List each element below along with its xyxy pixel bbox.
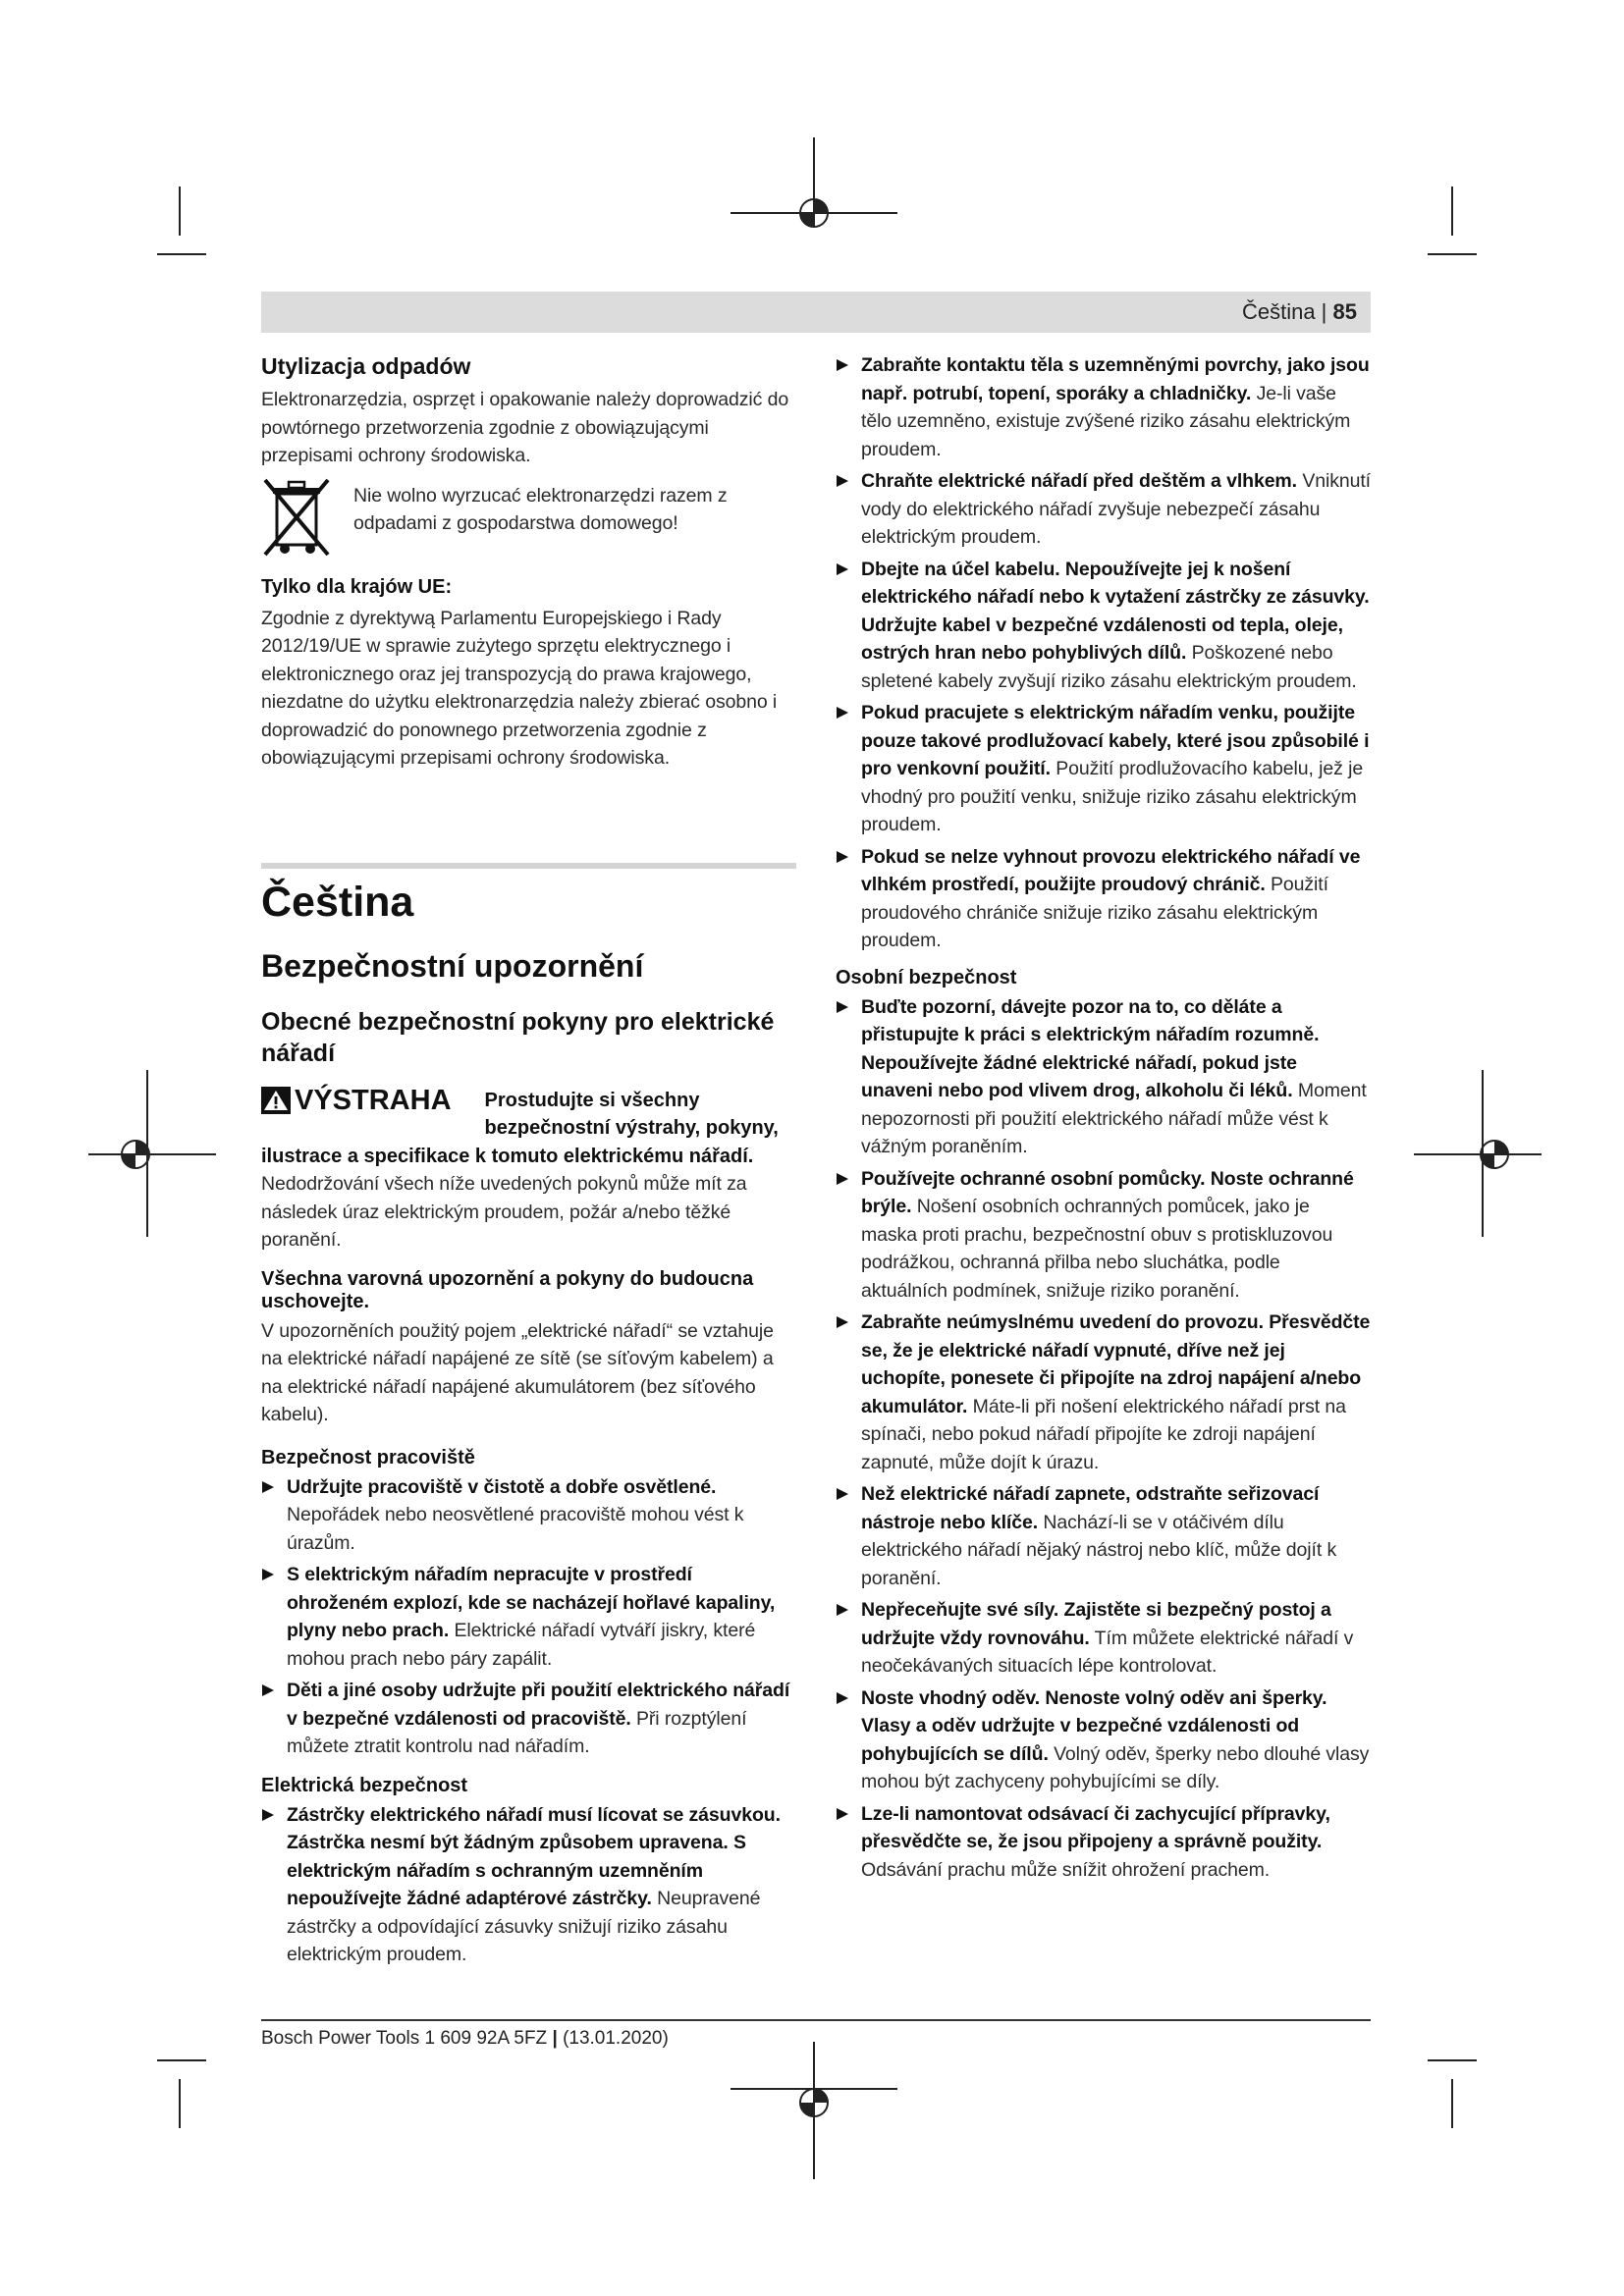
personal-list — [836, 993, 1371, 1885]
registration-mark-icon — [731, 2042, 897, 2179]
bullet-icon — [836, 1315, 849, 1329]
list-item-text: Udržujte pracoviště v čistotě a dobře osvětlené. Nepořádek nebo neosvětlené pracoviště mohou vést k úrazům. — [287, 1475, 744, 1554]
eu-text: Zgodnie z dyrektywą Parlamentu Europejskiego i Rady 2012/19/UE w sprawie zużytego sprzętu elektrycznego i elektronicznego oraz jej transpozycją do prawa krajowego, niezdatne do użytku elektronarzędzia należy zbierać osobno i doprowadzić do ponownego przetworzenia zgodnie z obowiązującymi przepisami ochrony środowiska. — [261, 607, 778, 769]
crop-mark — [1451, 2079, 1453, 2128]
section-divider — [261, 863, 796, 869]
crop-mark — [179, 2079, 181, 2128]
list-item — [836, 1684, 1371, 1796]
warning-bold-text: Prostudujte si všechny bezpečnostní výstrahy, pokyny, ilustrace a specifikace k tomuto elektrickému nářadí. — [261, 1089, 779, 1167]
list-item — [836, 1596, 1371, 1681]
bullet-icon — [261, 1480, 275, 1494]
eu-title: Tylko dla krajów UE: — [261, 575, 453, 598]
list-item-text: S elektrickým nářadím nepracujte v prostředí ohroženém explozí, kde se nacházejí hořlavé kapaliny, plyny nebo prach. Elektrické nářadí vytváří jiskry, které mohou prach nebo páry zapálit. — [287, 1564, 776, 1670]
bullet-icon — [836, 1691, 849, 1705]
list-item — [836, 1480, 1371, 1592]
header-section: Čeština — [1241, 299, 1316, 324]
list-item-text: Pokud se nelze vyhnout provozu elektrického nářadí ve vlhkém prostředí, použijte proudový chránič. Použití proudového chrániče snižuje riziko zásahu elektrickým proudem. — [861, 845, 1361, 951]
term-text: V upozorněních použitý pojem „elektrické nářadí“ se vztahuje na elektrické nářadí napájené ze sítě (se síťovým kabelem) a na elektrické nářadí napájené akumulátorem (bez síťového kabelu). — [261, 1319, 774, 1425]
bullet-icon — [836, 1487, 849, 1501]
registration-mark-icon — [731, 137, 897, 245]
registration-mark-icon — [88, 1070, 216, 1237]
list-item — [836, 351, 1371, 463]
footer-doc-number: 1 609 92A 5FZ — [424, 2028, 548, 2049]
bullet-icon — [836, 358, 849, 372]
workplace-list — [261, 1473, 796, 1761]
bullet-icon — [836, 1000, 849, 1014]
crop-mark — [157, 253, 206, 255]
electric-list-continued — [836, 351, 1371, 955]
weee-notice — [261, 476, 796, 559]
list-item — [836, 843, 1371, 955]
bullet-icon — [836, 1603, 849, 1617]
disposal-title: Utylizacja odpadów — [261, 353, 471, 379]
right-column — [836, 351, 1371, 1888]
crop-mark — [1451, 187, 1453, 236]
crop-mark — [1428, 253, 1477, 255]
list-item-text: Zabraňte kontaktu těla s uzemněnými povrchy, jako jsou např. potrubí, topení, sporáky a chladničky. Je-li vaše tělo uzemněno, existuje zvýšené riziko zásahu elektrickým proudem. — [861, 354, 1370, 460]
warning-icon — [261, 1087, 291, 1114]
list-item-text: Buďte pozorní, dávejte pozor na to, co děláte a přistupujte k práci s elektrickým nářadím rozumně. Nepoužívejte žádné elektrické nářadí, pokud jste unaveni nebo pod vlivem drog, alkoholu či léků. Moment nepozornosti při použití elektrického nářadí může vést k vážným poraněním. — [861, 995, 1367, 1157]
crossed-bin-icon — [261, 476, 332, 559]
keep-title: Všechna varovná upozornění a pokyny do budoucna uschovejte. — [261, 1267, 754, 1312]
warning-label — [261, 1085, 452, 1117]
list-item-text: Noste vhodný oděv. Nenoste volný oděv ani šperky. Vlasy a oděv udržujte v bezpečné vzdálenosti od pohybujících se dílů. Volný oděv, šperky nebo dlouhé vlasy mohou být zachyceny pohybujícími se díly. — [861, 1686, 1370, 1792]
page-footer: Bosch Power Tools 1 609 92A 5FZ | (13.01.2020) — [261, 2028, 669, 2049]
header-text: Čeština | 85 — [1241, 299, 1357, 324]
safety-title: Bezpečnostní upozornění — [261, 947, 644, 984]
workplace-title: Bezpečnost pracoviště — [261, 1446, 475, 1468]
weee-text: Nie wolno wyrzucać elektronarzędzi razem z odpadami z gospodarstwa domowego! — [353, 484, 728, 534]
bullet-icon — [261, 1683, 275, 1697]
list-item — [261, 1561, 796, 1673]
bullet-icon — [261, 1568, 275, 1581]
list-item-text: Děti a jiné osoby udržujte při použití elektrického nářadí v bezpečné vzdálenosti od pracoviště. Při rozptýlení můžete ztratit kontrolu nad nářadím. — [287, 1680, 790, 1757]
bullet-icon — [836, 706, 849, 720]
crop-mark — [1428, 2059, 1477, 2061]
bullet-icon — [836, 562, 849, 576]
list-item — [836, 1165, 1371, 1306]
list-item — [261, 1473, 796, 1558]
warning-block — [261, 1084, 796, 1171]
list-item — [836, 699, 1371, 839]
list-item-text: Než elektrické nářadí zapnete, odstraňte seřizovací nástroje nebo klíče. Nachází-li se v otáčivém dílu elektrického nářadí nějaký nástroj nebo klíč, může dojít k poranění. — [861, 1483, 1337, 1589]
footer-date: (13.01.2020) — [563, 2028, 669, 2049]
list-item — [261, 1677, 796, 1761]
bullet-icon — [836, 850, 849, 864]
bullet-icon — [261, 1808, 275, 1822]
crop-mark — [157, 2059, 206, 2061]
left-column — [261, 344, 796, 1973]
warning-text: Nedodržování všech níže uvedených pokynů může mít za následek úraz elektrickým proudem, požár a/nebo těžké poranění. — [261, 1173, 747, 1251]
personal-title: Osobní bezpečnost — [836, 966, 1017, 988]
list-item-text: Zástrčky elektrického nářadí musí lícovat se zásuvkou. Zástrčka nesmí být žádným způsobem upravena. S elektrickým nářadím s ochranným uzemněním nepoužívejte žádné adaptérové zástrčky. Neupravené zástrčky a odpovídající zásuvky snižují riziko zásahu elektrickým proudem. — [287, 1803, 781, 1965]
list-item — [836, 1800, 1371, 1885]
electric-list — [261, 1801, 796, 1969]
footer-publisher: Bosch Power Tools — [261, 2028, 420, 2049]
bullet-icon — [836, 1807, 849, 1821]
page-header — [261, 292, 1371, 333]
registration-mark-icon — [1414, 1070, 1542, 1237]
list-item — [836, 556, 1371, 696]
list-item-text: Zabraňte neúmyslnému uvedení do provozu. Přesvědčte se, že je elektrické nářadí vypnuté, dříve než jej uchopíte, ponesete či připojíte na zdroj napájení a/nebo akumulátor. Máte-li při nošení elektrického nářadí prst na spínači, nebo pokud nářadí připojíte ke zdroji napájení zapnuté, může dojít k úrazu. — [861, 1311, 1371, 1473]
list-item — [836, 467, 1371, 552]
bullet-icon — [836, 1172, 849, 1186]
warning-label-text: VÝSTRAHA — [295, 1084, 452, 1116]
footer-rule — [261, 2019, 1371, 2021]
list-item-text: Lze-li namontovat odsávací či zachycující přípravky, přesvědčte se, že jsou připojeny a správně použity. Odsávání prachu může snížit ohrožení prachem. — [861, 1802, 1330, 1881]
language-title: Čeština — [261, 878, 414, 926]
list-item — [836, 993, 1371, 1161]
bullet-icon — [836, 474, 849, 488]
list-item-text: Používejte ochranné osobní pomůcky. Noste ochranné brýle. Nošení osobních ochranných pomůcek, jako je maska proti prachu, bezpečnostní obuv s protiskluzovou podrážkou, ochranná přilba nebo sluchátka, podle aktuálních podmínek, snižuje riziko poranění. — [861, 1167, 1354, 1302]
general-title: Obecné bezpečnostní pokyny pro elektrické nářadí — [261, 1007, 775, 1067]
crop-mark — [179, 187, 181, 236]
list-item-text: Chraňte elektrické nářadí před deštěm a vlhkem. Vniknutí vody do elektrického nářadí zvyšuje nebezpečí zásahu elektrickým proudem. — [861, 470, 1371, 548]
list-item — [261, 1801, 796, 1969]
electric-title: Elektrická bezpečnost — [261, 1774, 468, 1796]
list-item-text: Nepřeceňujte své síly. Zajistěte si bezpečný postoj a udržujte vždy rovnováhu. Tím můžete elektrické nářadí v neočekávaných situacích lépe kontrolovat. — [861, 1599, 1354, 1677]
list-item-text: Dbejte na účel kabelu. Nepoužívejte jej k nošení elektrického nářadí nebo k vytažení zástrčky ze zásuvky. Udržujte kabel v bezpečné vzdálenosti od tepla, oleje, ostrých hran nebo pohyblivých dílů. Poškozené nebo spletené kabely zvyšují riziko zásahu elektrickým proudem. — [861, 558, 1370, 692]
list-item-text: Pokud pracujete s elektrickým nářadím venku, použijte pouze takové prodlužovací kabely, které jsou způsobilé i pro venkovní použití. Použití prodlužovacího kabelu, jež je vhodný pro použití venku, snižuje riziko zásahu elektrickým proudem. — [861, 702, 1370, 835]
disposal-text: Elektronarzędzia, osprzęt i opakowanie należy doprowadzić do powtórnego przetworzenia zgodnie z obowiązującymi przepisami ochrony środowiska. — [261, 389, 789, 466]
list-item — [836, 1308, 1371, 1476]
page-number: 85 — [1332, 299, 1357, 324]
